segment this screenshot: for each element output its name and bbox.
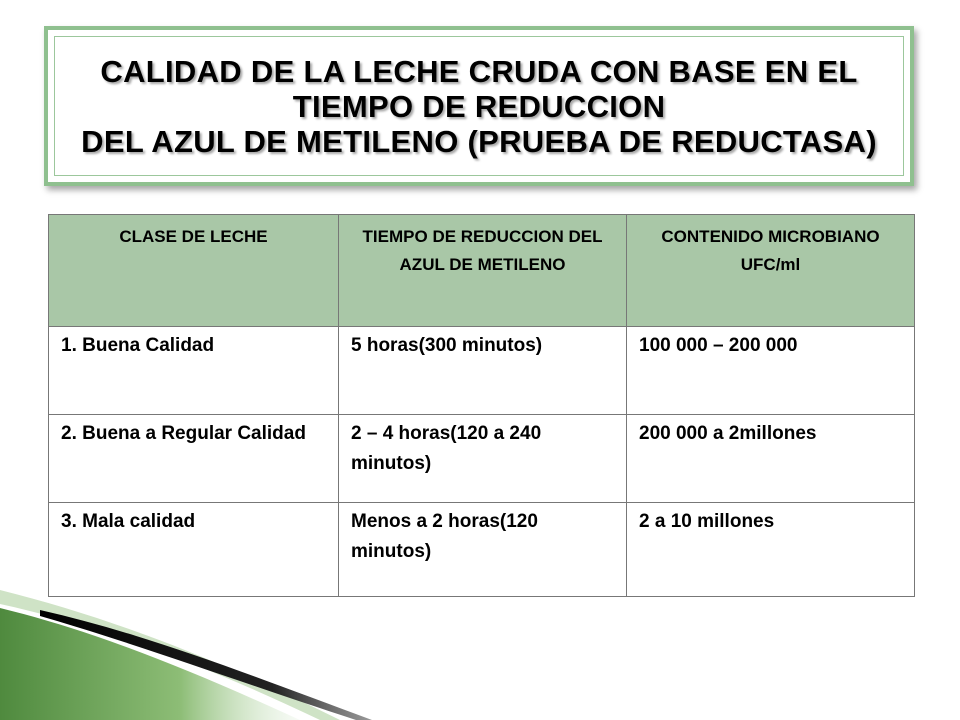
- cell-contenido: 200 000 a 2millones: [627, 415, 915, 503]
- table-row: [49, 327, 915, 415]
- table-header-row: [49, 215, 915, 327]
- cell-clase: 2. Buena a Regular Calidad: [49, 415, 339, 503]
- cell-clase: 3. Mala calidad: [49, 503, 339, 597]
- swoosh-green-band: [0, 608, 300, 720]
- milk-quality-table: [48, 214, 915, 597]
- cell-contenido: 2 a 10 millones: [627, 503, 915, 597]
- title-line-1: CALIDAD DE LA LECHE CRUDA CON BASE EN EL: [100, 53, 858, 89]
- corner-swoosh-decoration: [0, 590, 420, 720]
- header-clase: CLASE DE LECHE: [49, 215, 339, 327]
- title-inner-frame: [54, 36, 904, 176]
- cell-tiempo: Menos a 2 horas(120 minutos): [339, 503, 627, 597]
- cell-clase: 1. Buena Calidad: [49, 327, 339, 415]
- title-box: [44, 26, 914, 186]
- cell-contenido: 100 000 – 200 000: [627, 327, 915, 415]
- cell-tiempo: 5 horas(300 minutos): [339, 327, 627, 415]
- table-container: [48, 214, 914, 597]
- header-contenido: CONTENIDO MICROBIANO UFC/ml: [627, 215, 915, 327]
- title-line-3: DEL AZUL DE METILENO (PRUEBA DE REDUCTASA): [81, 123, 877, 159]
- cell-tiempo: 2 – 4 horas(120 a 240 minutos): [339, 415, 627, 503]
- table-row: [49, 415, 915, 503]
- header-tiempo: TIEMPO DE REDUCCION DEL AZUL DE METILENO: [339, 215, 627, 327]
- title-line-2: TIEMPO DE REDUCCION: [292, 88, 666, 124]
- table-row: [49, 503, 915, 597]
